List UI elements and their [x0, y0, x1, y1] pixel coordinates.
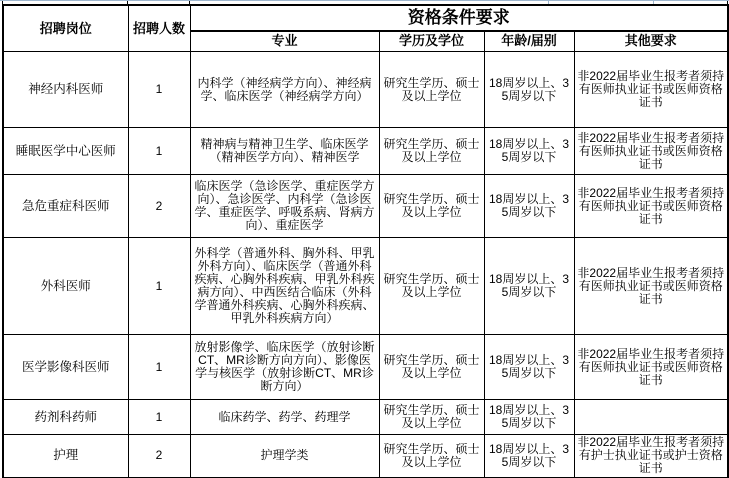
cell-count: 2	[128, 435, 190, 478]
subheader-age: 年龄/届别	[484, 31, 574, 52]
recruitment-table	[2, 4, 727, 478]
cell-count: 2	[128, 175, 190, 238]
cell-count: 1	[128, 400, 190, 435]
cell-other: 非2022届毕业生报考者须持有医师执业证书或医师资格证书	[574, 335, 728, 400]
table-row	[3, 52, 728, 128]
cell-degree: 研究生学历、硕士及以上学位	[379, 238, 484, 335]
cell-degree: 研究生学历、硕士及以上学位	[379, 175, 484, 238]
cell-position: 睡眠医学中心医师	[3, 128, 128, 175]
cell-major: 精神病与精神卫生学、临床医学（精神医学方向）、精神医学	[190, 128, 379, 175]
table-row	[3, 335, 728, 400]
cell-age: 18周岁以上、35周岁以下	[484, 435, 574, 478]
cell-other: 非2022届毕业生报考者须持有医师执业证书或医师资格证书	[574, 238, 728, 335]
cell-degree: 研究生学历、硕士及以上学位	[379, 400, 484, 435]
cell-major: 内科学（神经病学方向）、神经病学、临床医学（神经病学方向）	[190, 52, 379, 128]
table-row	[3, 128, 728, 175]
cell-other	[574, 400, 728, 435]
cell-age: 18周岁以上、35周岁以下	[484, 335, 574, 400]
cell-position: 神经内科医师	[3, 52, 128, 128]
cell-degree: 研究生学历、硕士及以上学位	[379, 335, 484, 400]
cell-other: 非2022届毕业生报考者须持有医师执业证书或医师资格证书	[574, 175, 728, 238]
cell-other: 非2022届毕业生报考者须持有医师执业证书或医师资格证书	[574, 52, 728, 128]
table-row	[3, 400, 728, 435]
table-row	[3, 238, 728, 335]
cell-major: 护理学类	[190, 435, 379, 478]
cell-degree: 研究生学历、硕士及以上学位	[379, 52, 484, 128]
subheader-degree: 学历及学位	[379, 31, 484, 52]
cell-major: 放射影像学、临床医学（放射诊断CT、MR诊断方向方向）、影像医学与核医学（放射诊断CT、MR诊断方向）	[190, 335, 379, 400]
cell-degree: 研究生学历、硕士及以上学位	[379, 435, 484, 478]
cell-other: 非2022届毕业生报考者须持有医师执业证书或医师资格证书	[574, 128, 728, 175]
cell-major: 临床药学、药学、药理学	[190, 400, 379, 435]
subheader-other: 其他要求	[574, 31, 728, 52]
header-position: 招聘岗位	[3, 5, 128, 52]
cell-count: 1	[128, 335, 190, 400]
cell-other: 非2022届毕业生报考者须持有护士执业证书或护士资格证书	[574, 435, 728, 478]
cell-position: 外科医师	[3, 238, 128, 335]
cell-position: 医学影像科医师	[3, 335, 128, 400]
cell-age: 18周岁以上、35周岁以下	[484, 238, 574, 335]
cell-major: 外科学（普通外科、胸外科、甲乳外科方向）、临床医学（普通外科疾病、心胸外科疾病、甲乳外科疾病方向）、中西医结合临床（外科学普通外科疾病、心胸外科疾病、甲乳外科疾病方向）	[190, 238, 379, 335]
cell-count: 1	[128, 52, 190, 128]
header-row-1	[3, 5, 728, 31]
header-qualification: 资格条件要求	[190, 5, 728, 31]
cell-age: 18周岁以上、35周岁以下	[484, 400, 574, 435]
cell-position: 护理	[3, 435, 128, 478]
cell-count: 1	[128, 128, 190, 175]
cell-age: 18周岁以上、35周岁以下	[484, 128, 574, 175]
table-row	[3, 435, 728, 478]
cell-degree: 研究生学历、硕士及以上学位	[379, 128, 484, 175]
cell-position: 药剂科药师	[3, 400, 128, 435]
table-row	[3, 175, 728, 238]
cell-position: 急危重症科医师	[3, 175, 128, 238]
cell-age: 18周岁以上、35周岁以下	[484, 175, 574, 238]
cell-count: 1	[128, 238, 190, 335]
cell-major: 临床医学（急诊医学、重症医学方向）、急诊医学、内科学（急诊医学、重症医学、呼吸系病、肾病方向）、重症医学	[190, 175, 379, 238]
subheader-major: 专业	[190, 31, 379, 52]
header-count: 招聘人数	[128, 5, 190, 52]
cell-age: 18周岁以上、35周岁以下	[484, 52, 574, 128]
